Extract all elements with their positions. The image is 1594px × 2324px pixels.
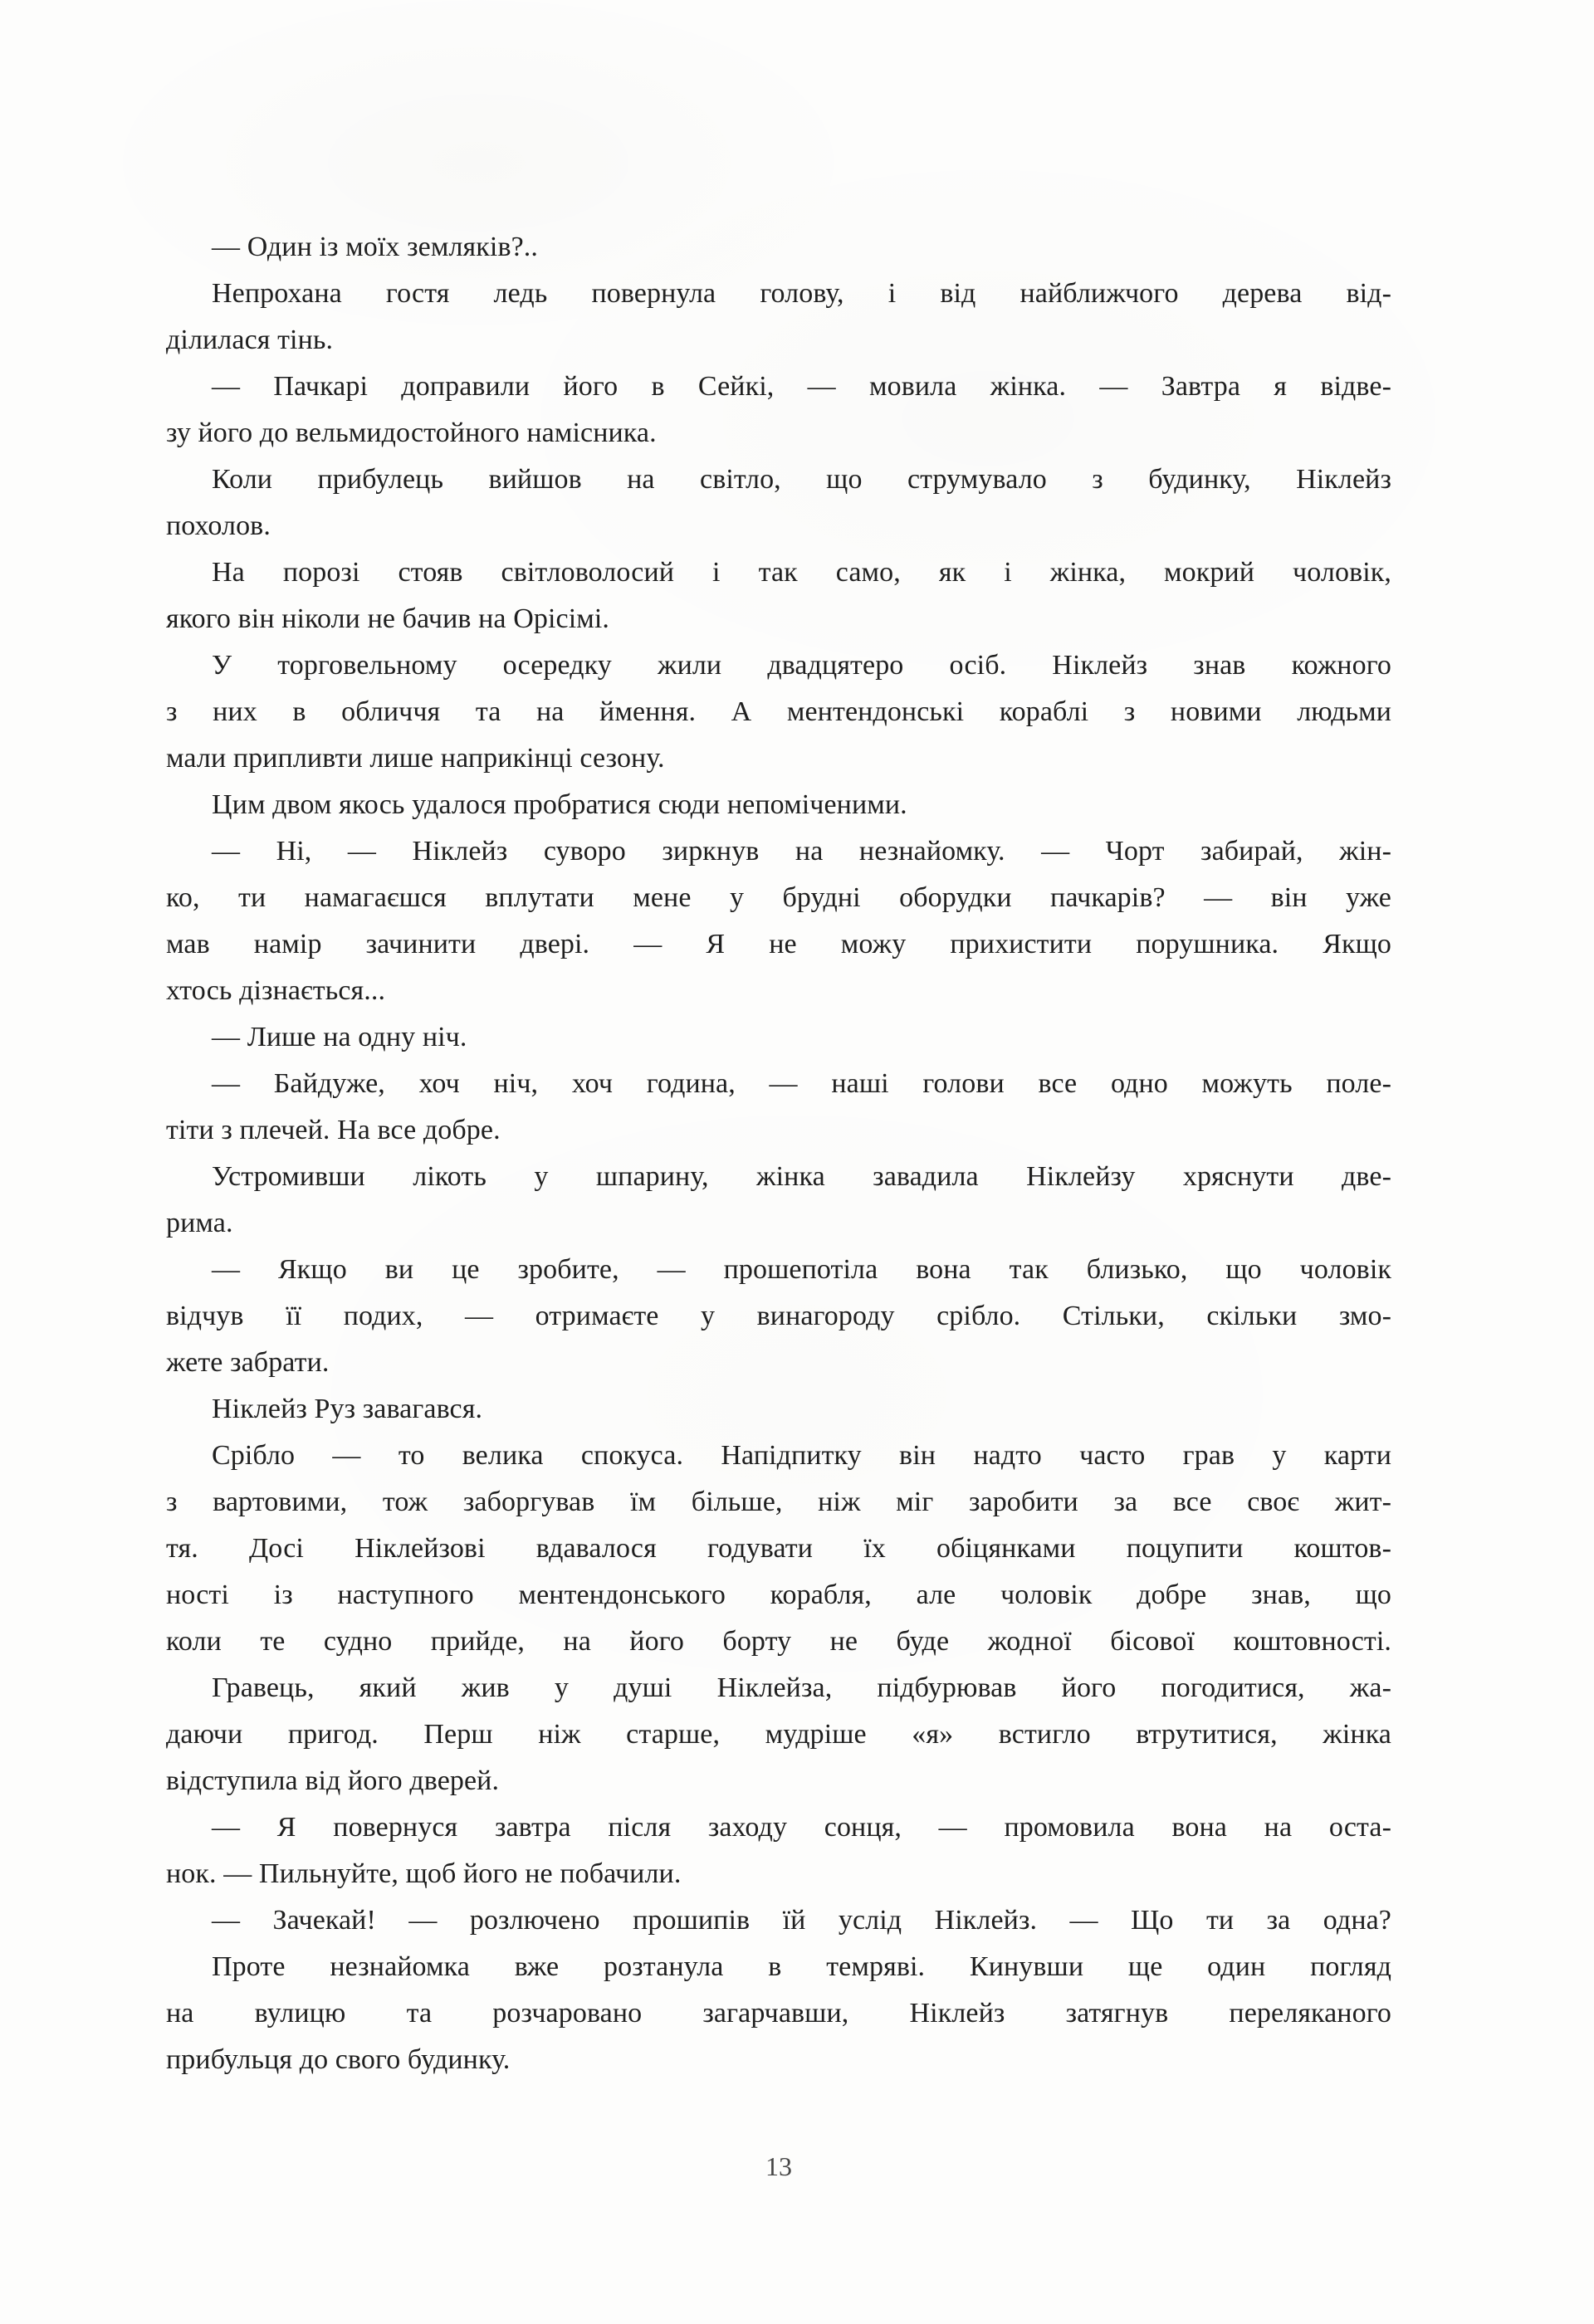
text-line: відчув її подих, — отримаєте у винагороду срібло. Стільки, скільки змо- [166,1301,1391,1331]
text-line: На порозі стояв світловолосий і так само, як і жінка, мокрий чоловік, [212,557,1391,588]
text-line: — Ні, — Ніклейз суворо зиркнув на незнайомку. — Чорт забирай, жін- [212,836,1391,867]
text-line: Коли прибулець вийшов на світло, що струмувало з будинку, Ніклейз [212,464,1391,495]
text-line: — Пачкарі доправили його в Сейкі, — мовила жінка. — Завтра я відве- [212,371,1391,402]
text-line: зу його до вельмидостойного намісника. [166,417,657,448]
text-line: У торговельному осередку жили двадцятеро осіб. Ніклейз знав кожного [212,650,1391,681]
text-line: коли те судно прийде, на його борту не буде жодної бісової коштовності. [166,1626,1391,1657]
text-line: з них в обличчя та на ймення. А ментендонські кораблі з новими людьми [166,696,1391,727]
text-line: мав намір зачинити двері. — Я не можу прихистити порушника. Якщо [166,929,1391,959]
text-line: Срібло — то велика спокуса. Напідпитку він надто часто грав у карти [212,1440,1391,1471]
text-line: — Я повернуся завтра після заходу сонця, — промовила вона на оста- [212,1812,1391,1843]
text-line: тіти з плечей. На все добре. [166,1115,501,1145]
page-number: 13 [765,2151,792,2181]
text-line: — Зачекай! — розлючено прошипів їй услід Ніклейз. — Що ти за одна? [212,1905,1391,1936]
text-line: Гравець, який жив у душі Ніклейза, підбурював його погодитися, жа- [212,1672,1391,1703]
text-line: — Лише на одну ніч. [212,1022,467,1052]
text-line: відступила від його дверей. [166,1765,500,1796]
text-line: якого він ніколи не бачив на Орісімі. [166,603,610,634]
text-line: жете забрати. [166,1347,330,1378]
text-line: Проте незнайомка вже розтанула в темряві. Кинувши ще один погляд [212,1951,1391,1982]
text-line: ності із наступного ментендонського корабля, але чоловік добре знав, що [166,1579,1391,1610]
text-line: нок. — Пильнуйте, щоб його не побачили. [166,1858,682,1889]
text-line: хтось дізнається... [166,975,386,1006]
text-line: рима. [166,1208,233,1238]
text-line: ко, ти намагаєшся вплутати мене у брудні оборудки пачкарів? — він уже [166,882,1391,913]
text-line: — Один із моїх земляків?.. [212,232,538,262]
text-line: на вулицю та розчаровано загарчавши, Ніклейз затягнув переляканого [166,1998,1391,2029]
text-line: мали припливти лише наприкінці сезону. [166,743,665,774]
text-line: Ніклейз Руз завагався. [212,1394,483,1424]
text-line: Непрохана гостя ледь повернула голову, і від найближчого дерева від- [212,278,1391,309]
page-text-block [166,224,1391,2083]
text-line: — Якщо ви це зробите, — прошепотіла вона так близько, що чоловік [212,1254,1391,1285]
text-line: з вартовими, тож заборгував їм більше, ніж міг заробити за все своє жит- [166,1487,1391,1517]
text-line: Устромивши лікоть у шпарину, жінка завадила Ніклейзу хряснути две- [212,1161,1391,1192]
text-line: ділилася тінь. [166,325,334,355]
text-line: прибульця до свого будинку. [166,2044,511,2075]
text-line: — Байдуже, хоч ніч, хоч година, — наші голови все одно можуть поле- [212,1068,1391,1099]
text-line: тя. Досі Ніклейзові вдавалося годувати їх обіцянками поцупити коштов- [166,1533,1391,1564]
text-line: похолов. [166,510,271,541]
text-line: Цим двом якось удалося пробратися сюди непоміченими. [212,789,907,820]
text-line: даючи пригод. Перш ніж старше, мудріше «я» встигло втрутитися, жінка [166,1719,1391,1750]
